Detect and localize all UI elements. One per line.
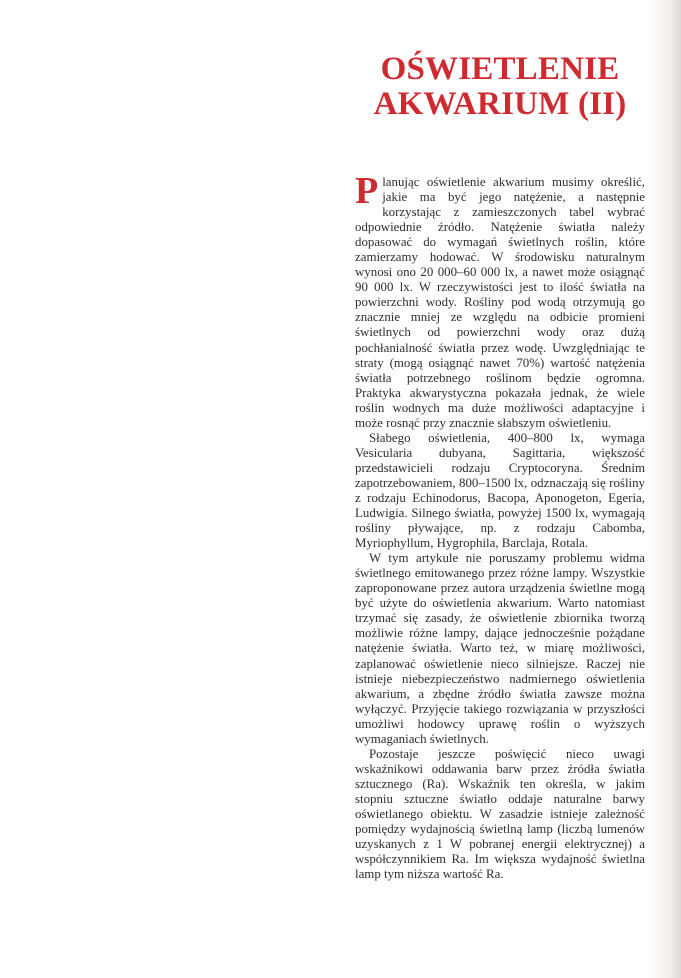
paragraph-2: Słabego oświetlenia, 400–800 lx, wymaga Vesicularia dubyana, Sagittaria, większość przedstawicieli rodzaju Cryptocoryna. Średnim zapotrzebowaniem, 800–1500 lx, odznaczają się rośliny z rodzaju Echinodorus, Bacopa, Aponogeton, Egeria, Ludwigia. Silnego światła, powyżej 1500 lx, wymagają rośliny pływające, np. z rodzaju Cabomba, Myriophyllum, Hygrophila, Barclaja, Rotala. [355, 430, 645, 551]
scan-shadow-edge [645, 0, 681, 978]
article-body [355, 170, 645, 882]
title-line-2: AKWARIUM (II) [373, 86, 627, 122]
paragraph-4: Pozostaje jeszcze poświęcić nieco uwagi wskaźnikowi oddawania barw przez źródła światła sztucznego (Ra). Wskaźnik ten określa, w jakim stopniu sztuczne światło oddaje naturalne barwy oświetlanego obiektu. W zasadzie istnieje zależność pomiędzy wydajnością świetlną lamp (liczbą lumenów uzyskanych z 1 W pobranej energii elektrycznej) a współczynnikiem Ra. Im większa wydajność świetlna lamp tym niższa wartość Ra. [355, 746, 645, 882]
drop-cap: P [355, 170, 379, 212]
paragraph-1-text: lanując oświetlenie akwarium musimy określić, jakie ma być jego natężenie, a następnie korzystając z zamieszczonych tabel wybrać odpowiednie źródło. Natężenie światła należy dopasować do wymagań świetlnych roślin, które zamierzamy hodować. W środowisku naturalnym wynosi ono 20 000–60 000 lx, a nawet może osiągnąć 90 000 lx. W rzeczywistości jest to ilość światła na powierzchni wody. Rośliny pod wodą otrzymują go znacznie mniej ze względu na odbicie promieni świetlnych od powierzchni wody oraz dużą pochłanialność światła przez wodę. Uwzględniając te straty (mogą osiągnąć nawet 70%) wartość natężenia światła potrzebnego roślinom będzie ogromna. Praktyka akwarystyczna pokazała jednak, że wiele roślin wodnych ma duże możliwości adaptacyjne i może rosnąć przy znacznie słabszym oświetleniu. [355, 175, 645, 430]
paragraph-1 [355, 170, 645, 431]
paragraph-3: W tym artykule nie poruszamy problemu widma świetlnego emitowanego przez różne lampy. Wszystkie zaproponowane przez autora urządzenia świetlne mogą być użyte do oświetlenia akwarium. Warto natomiast trzymać się zasady, że oświetlenie zbiornika tworzą możliwie różne lampy, dające jednocześnie pożądane natężenie światła. Warto też, w miarę możliwości, zaplanować oświetlenie nieco silniejsze. Raczej nie istnieje niebezpieczeństwo nadmiernego oświetlenia akwarium, a zbędne źródło światła zawsze można wyłączyć. Przyjęcie takiego rozwiązania w przyszłości umożliwi hodowcy uprawę roślin o wyższych wymaganiach świetlnych. [355, 551, 645, 746]
article-title [355, 52, 645, 122]
article-column [355, 52, 645, 882]
title-line-1: OŚWIETLENIE [380, 51, 620, 87]
